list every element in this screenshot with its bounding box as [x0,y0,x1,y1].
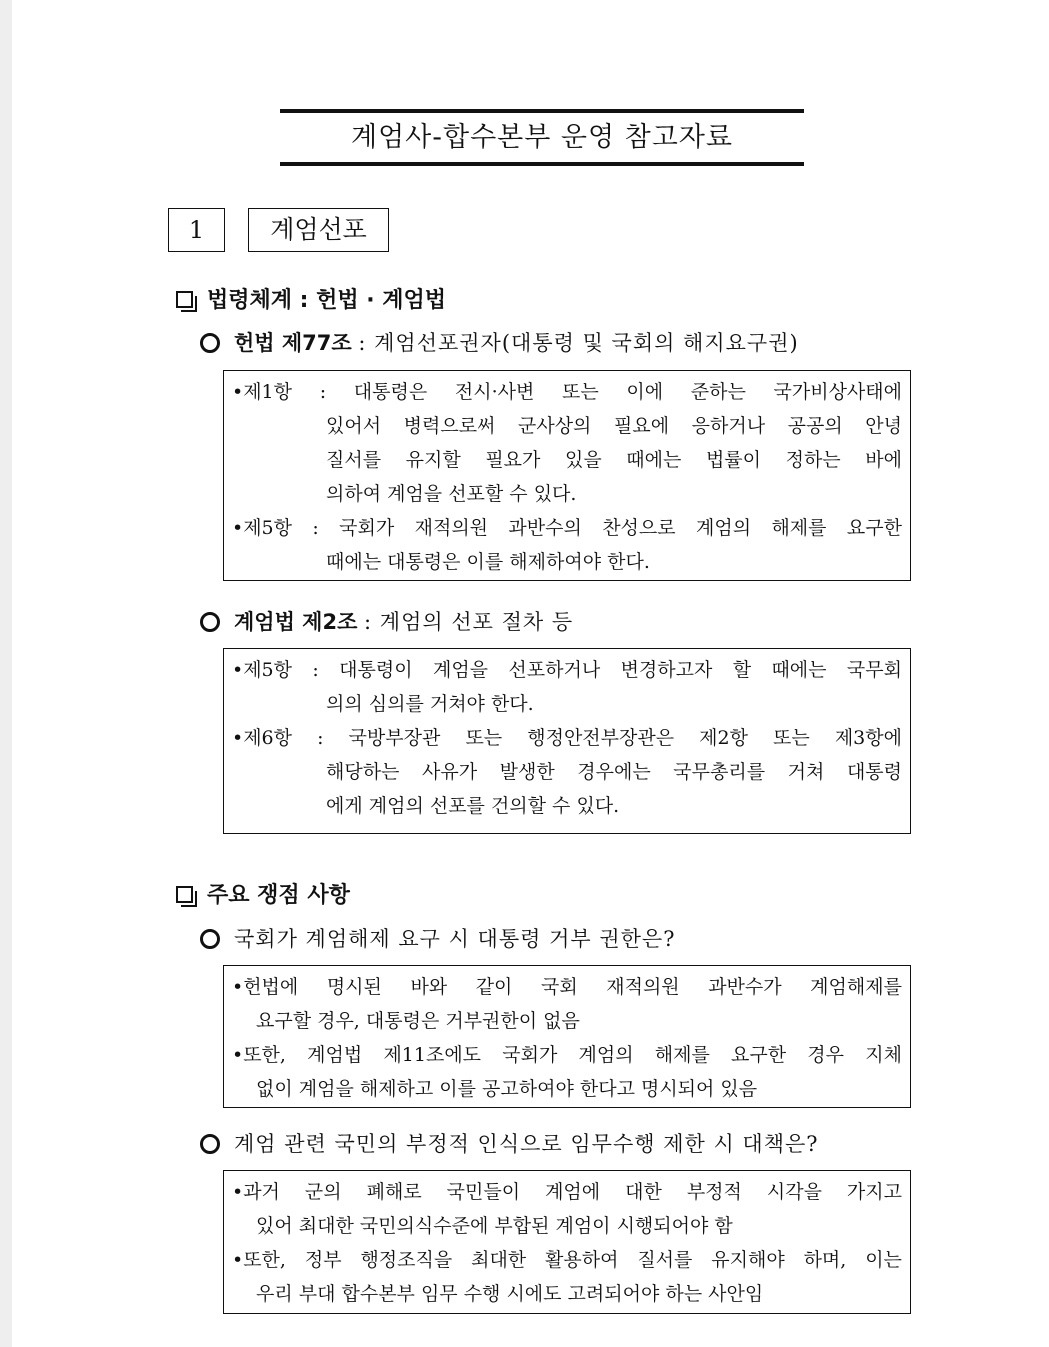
word: 국민들이 [446,1181,521,1203]
word: 필요에 [614,415,670,437]
word: 필요가 [485,449,541,471]
word: 안녕 [865,415,902,437]
subheading-desc: 계엄 관련 국민의 부정적 인식으로 임무수행 제한 시 대책은? [234,1132,819,1156]
word: 질서를 [326,449,382,471]
word: 이에 [626,381,664,403]
word: 찬성으로 [602,517,676,539]
word: 국무총리를 [673,761,766,783]
word: 행정안전부장관은 [527,727,675,749]
word: 유지해야 [711,1249,785,1271]
word: 군사상의 [518,415,592,437]
box-line [232,1038,902,1072]
clause-box-martial-law [223,648,911,834]
word: 계엄에 [545,1181,601,1203]
subheading-desc: : 계엄의 선포 절차 등 [364,610,574,634]
answer-box-public-perception [223,1170,911,1314]
word: •제5항 [232,659,293,681]
box-line [232,1072,902,1106]
word: 국방부장관 [348,727,441,749]
box-line [232,1175,902,1209]
box-line [232,511,902,545]
word: 국회가 [502,1044,558,1066]
word: 부정적 [686,1181,742,1203]
subheading-issue-veto [200,922,675,956]
heading-legal-framework [176,284,446,318]
word: 정부 [304,1249,342,1271]
word: 대통령 [846,761,902,783]
word: 전시·사변 [454,381,535,403]
word: •과거 [232,1181,280,1203]
word: 때에는 [771,659,827,681]
heading-text: 법령체계 : 헌법 · 계엄법 [207,288,447,313]
box-line [232,409,902,443]
word: : [317,727,324,749]
subheading-label: 헌법 제77조 [234,331,352,355]
subheading-desc: 국회가 계엄해제 요구 시 대통령 거부 권한은? [234,927,676,951]
word: •또한, [232,1044,286,1066]
word: 하며, [803,1249,847,1271]
word: 또는 [562,381,599,403]
word: 이는 [865,1249,902,1271]
subheading-constitution-77 [200,326,799,360]
word: 계엄법 [307,1044,363,1066]
word: 해제를 [654,1044,710,1066]
word: 가지고 [846,1181,902,1203]
word: 발생한 [499,761,555,783]
word: 국회가 [339,517,395,539]
word: 재적의원 [606,976,680,998]
word: 거쳐 [787,761,825,783]
word: 최대한 [471,1249,527,1271]
box-line-text: 의하여 계엄을 선포할 수 있다. [326,483,577,505]
word: 병력으로써 [403,415,496,437]
word: 대통령이 [339,659,413,681]
box-line [232,1004,902,1038]
word: 계엄의 [578,1044,634,1066]
word: 경우에는 [577,761,651,783]
circle-bullet-icon [200,929,220,949]
heading-key-issues [176,879,350,913]
box-line-text: 우리 부대 합수본부 임무 수행 시에도 고려되어야 하는 사안임 [256,1283,764,1305]
word: 과반수가 [708,976,782,998]
word: 과반수의 [508,517,582,539]
word: 해당하는 [326,761,400,783]
word: 있을 [564,449,602,471]
subheading-label: 계엄법 제2조 [234,610,358,634]
word: 바에 [865,449,902,471]
circle-bullet-icon [200,612,220,632]
word: 대통령은 [353,381,428,403]
word: 국무회 [846,659,902,681]
word: 시각을 [766,1181,822,1203]
word: 제3항에 [834,727,902,749]
checkbox-square-icon [176,886,193,903]
subheading-desc: : 계엄선포권자(대통령 및 국회의 해지요구권) [358,331,799,355]
word: 군의 [304,1181,342,1203]
word: 또는 [773,727,810,749]
word: 경우 [807,1044,845,1066]
subheading-martial-law-2 [200,605,573,639]
word: 응하거나 [691,415,766,437]
word: 대한 [625,1181,662,1203]
box-line [232,653,902,687]
word: 공공의 [787,415,843,437]
word: 계엄의 [696,517,752,539]
word: 또는 [465,727,503,749]
word: 계엄해제를 [810,976,902,998]
box-line-text: 에게 계엄의 선포를 건의할 수 있다. [326,795,620,817]
answer-box-veto [223,965,911,1108]
box-line [232,721,902,755]
box-line [232,375,902,409]
box-line [232,789,902,823]
box-line [232,1209,902,1243]
word: 사유가 [422,761,478,783]
word: 있어서 [326,415,382,437]
word: 변경하고자 [620,659,713,681]
box-line-text: 있어 최대한 국민의식수준에 부합된 계엄이 시행되어야 함 [256,1215,733,1237]
word: •제1항 [232,381,293,403]
word: : [319,381,327,403]
word: 해제를 [771,517,827,539]
clause-box-constitution [223,370,911,581]
checkbox-square-icon [176,291,193,308]
circle-bullet-icon [200,333,220,353]
word: : [312,517,319,539]
word: 재적의원 [414,517,489,539]
word: 정하는 [785,449,841,471]
heading-text: 주요 쟁점 사항 [207,883,350,908]
box-line-text: 요구할 경우, 대통령은 거부권한이 없음 [256,1010,580,1032]
word: : [312,659,319,681]
box-line [232,443,902,477]
word: 국회 [540,976,578,998]
document-title: 계엄사-합수본부 운영 참고자료 [280,109,804,166]
box-line [232,477,902,511]
box-line-text: 의의 심의를 거쳐야 한다. [326,693,534,715]
word: 법률이 [705,449,761,471]
box-line [232,755,902,789]
word: 행정조직을 [360,1249,453,1271]
word: 요구한 [846,517,902,539]
word: 활용하여 [545,1249,619,1271]
box-line [232,1277,902,1311]
word: •또한, [232,1249,286,1271]
section-number: 1 [168,208,225,252]
box-line [232,545,902,579]
word: 계엄을 [432,659,489,681]
box-line [232,970,902,1004]
page-left-margin [0,0,12,1347]
word: 같이 [475,976,513,998]
word: 할 [732,659,752,681]
word: 폐해로 [366,1181,422,1203]
box-line [232,1243,902,1277]
word: 선포하거나 [508,659,601,681]
circle-bullet-icon [200,1134,220,1154]
word: 지체 [865,1044,902,1066]
word: •제6항 [232,727,293,749]
word: 바와 [410,976,448,998]
word: •헌법에 [232,976,299,998]
word: 명시된 [326,976,382,998]
subheading-issue-public-perception [200,1127,819,1161]
word: 때에는 [626,449,682,471]
box-line-text: 때에는 대통령은 이를 해제하여야 한다. [326,551,650,573]
word: 준하는 [690,381,746,403]
section-title: 계엄선포 [248,208,389,252]
box-line-text: 없이 계엄을 해제하고 이를 공고하여야 한다고 명시되어 있음 [256,1078,758,1100]
word: 유지할 [405,449,461,471]
box-line [232,687,902,721]
word: 요구한 [731,1044,787,1066]
word: 질서를 [637,1249,693,1271]
word: 국가비상사태에 [773,381,902,403]
word: 제2항 [699,727,748,749]
word: 제11조에도 [383,1044,482,1066]
word: •제5항 [232,517,293,539]
